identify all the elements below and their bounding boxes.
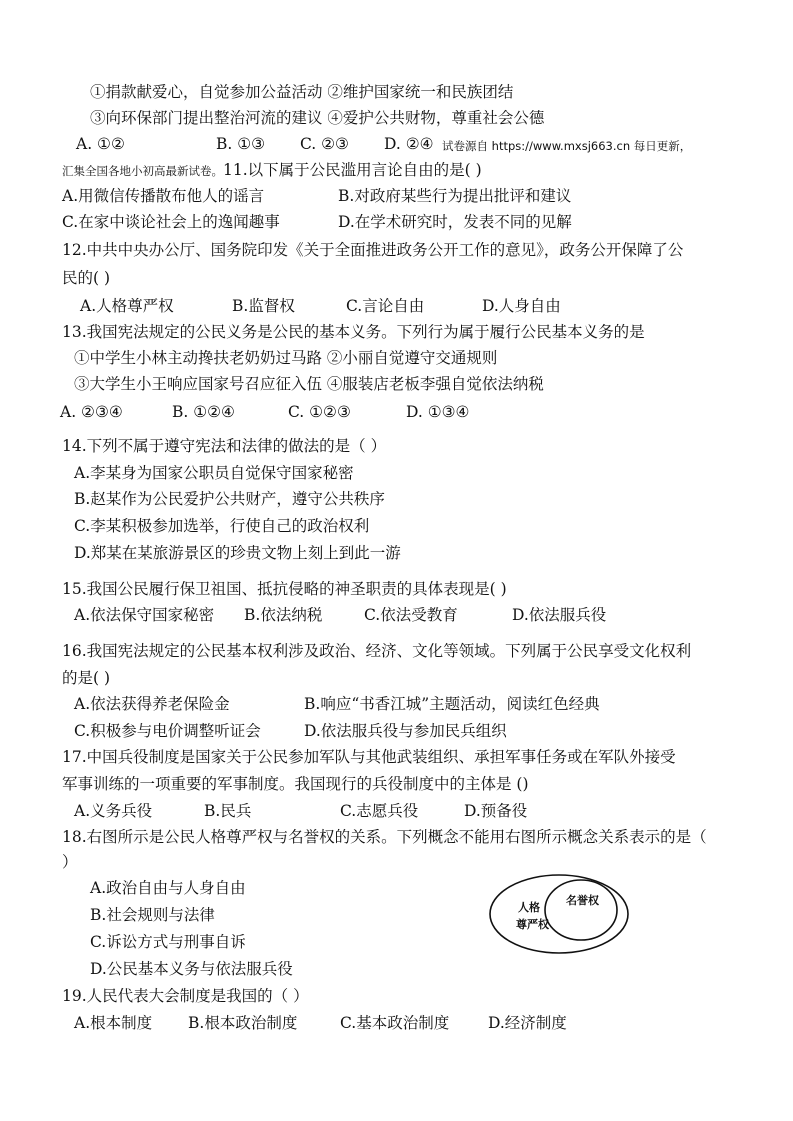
q17-stem-1: 17.中国兵役制度是国家关于公民参加军队与其他武装组织、承担军事任务或在军队外接受 <box>62 748 676 766</box>
q12-stem-2: 民的( ) <box>62 269 111 287</box>
q15-option-b: B.依法纳税 <box>244 606 323 624</box>
outer-label-2: 尊严权 <box>516 918 549 931</box>
q11-option-c: C.在家中谈论社会上的逸闻趣事 <box>62 213 280 231</box>
q17-option-b: B.民兵 <box>204 802 252 820</box>
q18-stem-2: ） <box>62 853 78 871</box>
q11-line <box>62 160 482 181</box>
inner-ellipse <box>545 880 617 940</box>
q12-option-c: C.言论自由 <box>346 297 425 315</box>
q16-option-d: D.依法服兵役与参加民兵组织 <box>304 722 507 740</box>
q12-option-d: D.人身自由 <box>482 297 561 315</box>
q10-option-c: C. ②③ <box>300 135 349 153</box>
inner-label: 名誉权 <box>566 894 599 907</box>
q11-option-d: D.在学术研究时，发表不同的见解 <box>338 213 572 231</box>
q17-option-a: A.义务兵役 <box>74 802 153 820</box>
q11-option-b: B.对政府某些行为提出批评和建议 <box>338 187 572 205</box>
q10-option-a: A. ①② <box>76 135 125 153</box>
outer-label-1: 人格 <box>518 901 540 914</box>
q17-option-d: D.预备役 <box>464 802 528 820</box>
watermark-text-1: 试卷源自 https://www.mxsj663.cn 每日更新， <box>442 139 692 153</box>
q18-option-c: C.诉讼方式与刑事自诉 <box>90 933 246 951</box>
q12-option-a: A.人格尊严权 <box>80 297 174 315</box>
q16-option-c: C.积极参与电价调整听证会 <box>74 722 261 740</box>
q14-option-b: B.赵某作为公民爱护公共财产，遵守公共秩序 <box>74 490 385 508</box>
q13-option-a: A. ②③④ <box>60 403 123 421</box>
watermark-text-2: 汇集全国各地小初高最新试卷。 <box>62 164 223 178</box>
q10-statement-1: ①捐款献爱心，自觉参加公益活动 ②维护国家统一和民族团结 <box>90 83 514 101</box>
q13-option-c: C. ①②③ <box>288 403 351 421</box>
venn-diagram <box>486 870 638 960</box>
q11-stem: 11.以下属于公民滥用言论自由的是( ) <box>223 161 482 179</box>
q15-stem: 15.我国公民履行保卫祖国、抵抗侵略的神圣职责的具体表现是( ) <box>62 580 507 598</box>
q18-option-d: D.公民基本义务与依法服兵役 <box>90 960 293 978</box>
q18-option-a: A.政治自由与人身自由 <box>90 879 246 897</box>
q19-stem: 19.人民代表大会制度是我国的（ ） <box>62 987 309 1005</box>
q19-option-d: D.经济制度 <box>488 1014 567 1032</box>
q12-option-b: B.监督权 <box>232 297 295 315</box>
q14-option-d: D.郑某在某旅游景区的珍贵文物上刻上到此一游 <box>74 544 401 562</box>
q15-option-a: A.依法保守国家秘密 <box>74 606 215 624</box>
q17-stem-2: 军事训练的一项重要的军事制度。我国现行的兵役制度中的主体是 () <box>62 775 529 793</box>
q18-stem-1: 18.右图所示是公民人格尊严权与名誉权的关系。下列概念不能用右图所示概念关系表示的是（ <box>62 828 707 846</box>
q17-option-c: C.志愿兵役 <box>340 802 419 820</box>
q14-option-c: C.李某积极参加选举，行使自己的政治权利 <box>74 517 370 535</box>
q15-option-c: C.依法受教育 <box>364 606 458 624</box>
q16-option-b: B.响应“书香江城”主题活动，阅读红色经典 <box>304 695 600 713</box>
q11-option-a: A.用微信传播散布他人的谣言 <box>62 187 265 205</box>
q13-statement-2: ③大学生小王响应国家号召应征入伍 ④服装店老板李强自觉依法纳税 <box>74 375 544 393</box>
q10-statement-2: ③向环保部门提出整治河流的建议 ④爱护公共财物，尊重社会公德 <box>90 109 545 127</box>
q19-option-b: B.根本政治制度 <box>188 1014 298 1032</box>
q10-option-d: D. ②④ <box>384 135 434 153</box>
q14-option-a: A.李某身为国家公职员自觉保守国家秘密 <box>74 464 354 482</box>
q14-stem: 14.下列不属于遵守宪法和法律的做法的是（ ） <box>62 437 387 455</box>
q15-option-d: D.依法服兵役 <box>512 606 607 624</box>
q13-option-d: D. ①③④ <box>406 403 470 421</box>
q13-statement-1: ①中学生小林主动搀扶老奶奶过马路 ②小丽自觉遵守交通规则 <box>74 349 498 367</box>
q13-stem: 13.我国宪法规定的公民义务是公民的基本义务。下列行为属于履行公民基本义务的是 <box>62 323 645 341</box>
q18-option-b: B.社会规则与法律 <box>90 906 215 924</box>
q16-stem-2: 的是( ) <box>62 669 111 687</box>
q10-option-b: B. ①③ <box>216 135 266 153</box>
q19-option-a: A.根本制度 <box>74 1014 153 1032</box>
q13-option-b: B. ①②④ <box>172 403 235 421</box>
q16-option-a: A.依法获得养老保险金 <box>74 695 230 713</box>
q19-option-c: C.基本政治制度 <box>340 1014 450 1032</box>
q12-stem-1: 12.中共中央办公厅、国务院印发《关于全面推进政务公开工作的意见》，政务公开保障了公 <box>62 241 684 259</box>
q16-stem-1: 16.我国宪法规定的公民基本权利涉及政治、经济、文化等领域。下列属于公民享受文化权利 <box>62 642 692 660</box>
